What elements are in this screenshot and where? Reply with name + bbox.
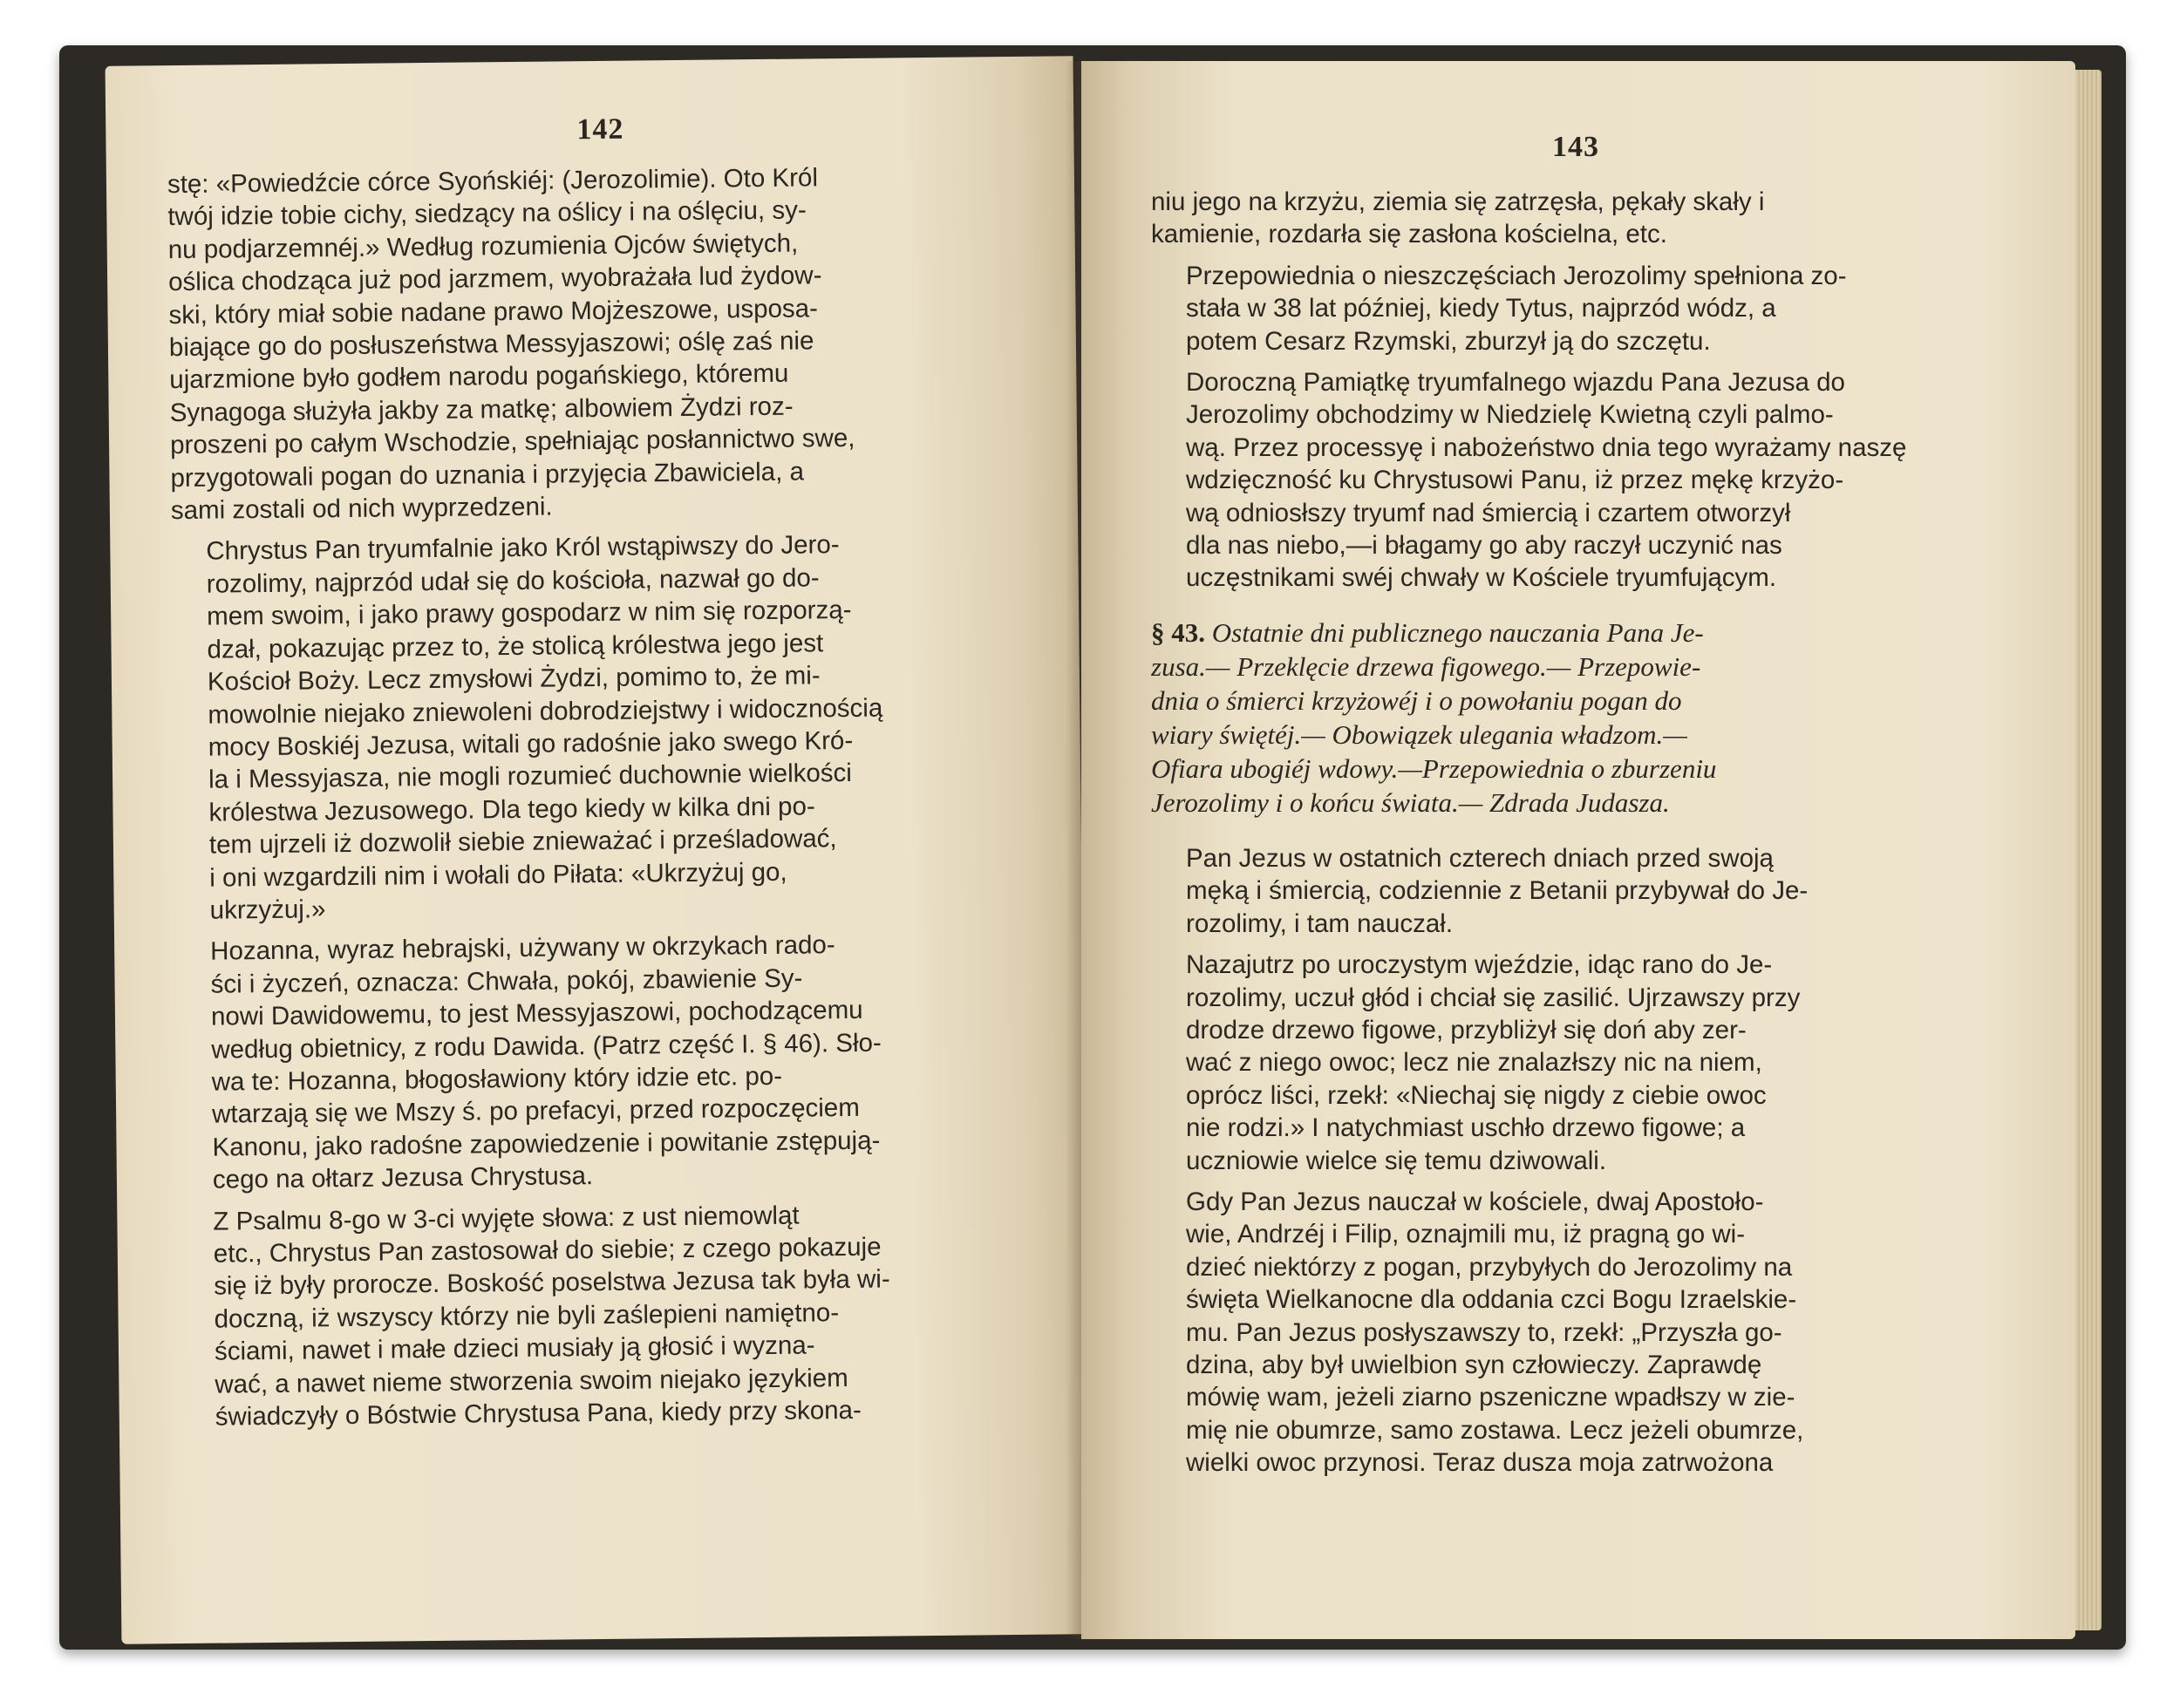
- section-heading-line: Jerozolimy i o końcu świata.— Zdrada Judasza.: [1151, 786, 1670, 818]
- text-line: stała w 38 lat później, kiedy Tytus, najprzód wódz, a: [1186, 294, 1776, 323]
- text-line: Chrystus Pan tryumfalnie jako Król wstąpiwszy do Jero-: [206, 530, 840, 567]
- paragraph: [175, 927, 1015, 1196]
- text-line: mowolnie niejako zniewoleni dobrodziejstwy i widocznością: [208, 693, 883, 730]
- text-line: kamienie, rozdarła się zasłona kościelna, etc.: [1151, 220, 1667, 249]
- text-line: wdzięczność ku Chrystusowi Panu, iż przez mękę krzyżo-: [1186, 466, 1844, 495]
- text-line: święta Wielkanocne dla oddania czci Bogu Izraelskie-: [1186, 1285, 1797, 1315]
- text-line: i oni wzgardzili nim i wołali do Piłata: «Ukrzyżuj go,: [209, 857, 787, 893]
- text-line: tem ujrzeli iż dozwolił siebie znieważać i prześladować,: [208, 824, 837, 860]
- text-line: dzina, aby był uwielbion syn człowieczy. Zaprawdę: [1186, 1350, 1762, 1379]
- text-line: cego na ołtarz Jezusa Chrystusa.: [212, 1161, 594, 1194]
- section-heading-text: Ostatnie dni publicznego nauczania Pana Je-: [1211, 616, 1704, 648]
- section-heading: [1151, 616, 1988, 820]
- text-line: Hozanna, wyraz hebrajski, używany w okrzykach rado-: [210, 930, 835, 966]
- text-line: mię nie obumrze, samo zostawa. Lecz jeżeli obumrze,: [1186, 1415, 1804, 1445]
- text-line: mówię wam, jeżeli ziarno pszeniczne wpadłszy w zie-: [1186, 1383, 1795, 1412]
- left-page: [106, 56, 1090, 1644]
- text-line: Kościoł Boży. Lecz zmysłowi Żydzi, pomimo to, że mi-: [207, 661, 821, 697]
- page-edges: [2075, 70, 2102, 1630]
- text-line: według obietnicy, z rodu Dawida. (Patrz część I. § 46). Sło-: [211, 1028, 882, 1065]
- text-line: niu jego na krzyżu, ziemia się zatrzęsła, pękały skały i: [1151, 187, 1765, 216]
- text-line: ujarzmione było godłem narodu pogańskiego, któremu: [169, 359, 789, 395]
- text-line: wa te: Hozanna, błogosławiony który idzie etc. po-: [211, 1061, 783, 1097]
- section-heading-line: zusa.— Przeklęcie drzewa figowego.— Przepowie-: [1151, 650, 1701, 682]
- text-line: wtarzają się we Mszy ś. po prefacyi, przed rozpoczęciem: [211, 1093, 860, 1130]
- paragraph: [1151, 366, 1988, 595]
- text-line: wać, a nawet nieme stworzenia swoim niejako językiem: [215, 1363, 848, 1399]
- text-line: ukrzyżuj.»: [209, 895, 326, 925]
- text-line: uczniowie wielce się temu dziwowali.: [1186, 1146, 1607, 1175]
- text-line: męką i śmiercią, codziennie z Betanii przybywał do Je-: [1186, 876, 1809, 906]
- text-line: sami zostali od nich wyprzedzeni.: [170, 492, 553, 526]
- text-line: wą odniosłszy tryumf nad śmiercią i czartem otworzył: [1186, 498, 1791, 527]
- text-line: la i Messyjasza, nie mogli rozumieć duchownie wielkości: [208, 759, 853, 794]
- text-line: ści i życzeń, oznacza: Chwała, pokój, zbawienie Sy-: [210, 963, 803, 999]
- text-line: oślica chodząca już pod jarzmem, wyobrażała lud żydow-: [167, 261, 822, 297]
- text-line: rozolimy, i tam nauczał.: [1186, 908, 1454, 938]
- paragraph: [171, 527, 1012, 928]
- text-line: ski, który miał sobie nadane prawo Mojżeszowe, usposa-: [168, 293, 819, 330]
- text-line: wą. Przez processyę i nabożeństwo dnia tego wyrażamy naszę: [1186, 432, 1907, 462]
- text-line: drodze drzewo figowe, przybliżył się doń aby zer-: [1186, 1015, 1747, 1045]
- text-line: Z Psalmu 8-go w 3-ci wyjęte słowa: z ust niemowląt: [213, 1201, 800, 1236]
- paragraph: [178, 1197, 1018, 1434]
- text-line: doczną, iż wszyscy którzy nie byli zaślepieni namiętno-: [214, 1297, 840, 1334]
- paragraph: [1151, 1186, 1988, 1480]
- text-line: Pan Jezus w ostatnich czterech dniach przed swoją: [1186, 843, 1774, 873]
- page-number: 142: [576, 112, 624, 146]
- text-line: mem swoim, i jako prawy gospodarz w nim się rozporzą-: [207, 595, 852, 631]
- section-heading-line: Ofiara ubogiéj wdowy.—Przepowiednia o zburzeniu: [1151, 752, 1717, 784]
- text-line: królestwa Jezusowego. Dla tego kiedy w kilka dni po-: [208, 792, 815, 827]
- text-line: uczęstnikami swéj chwały w Kościele tryumfującym.: [1186, 563, 1777, 593]
- text-line: przygotowali pogan do uznania i przyjęcia Zbawiciela, a: [170, 457, 805, 493]
- text-line: dzał, pokazując przez to, że stolicą królestwa jego jest: [207, 628, 824, 664]
- text-line: nie rodzi.» I natychmiast uschło drzewo figowe; a: [1186, 1113, 1746, 1143]
- paragraph: [167, 160, 1008, 527]
- paragraph: [1151, 186, 1988, 251]
- text-line: mu. Pan Jezus posłyszawszy to, rzekł: „Przyszła go-: [1186, 1317, 1782, 1347]
- text-line: Jerozolimy obchodzimy w Niedzielę Kwietną czyli palmo-: [1186, 400, 1834, 430]
- text-line: wać z niego owoc; lecz nie znalazłszy nic na niem,: [1186, 1048, 1762, 1078]
- section-heading-line: [1151, 616, 1988, 650]
- text-line: potem Cesarz Rzymski, zburzył ją do szczętu.: [1186, 326, 1711, 356]
- text-line: Kanonu, jako radośne zapowiedzenie i powitanie zstępują-: [212, 1126, 881, 1162]
- text-line: się iż były prorocze. Boskość poselstwa Jezusa tak była wi-: [214, 1264, 890, 1302]
- text-line: dzieć niektórzy z pogan, przybyłych do Jerozolimy na: [1186, 1252, 1793, 1282]
- text-line: Synagoga służyła jakby za matkę; albowiem Żydzi roz-: [169, 391, 794, 427]
- text-line: ściami, nawet i małe dzieci musiały ją głosić i wyzna-: [214, 1330, 815, 1366]
- left-page-text: [167, 160, 1018, 1442]
- section-mark: § 43.: [1151, 616, 1205, 648]
- text-line: Przepowiednia o nieszczęściach Jerozolimy spełniona zo-: [1186, 261, 1847, 290]
- text-line: Nazajutrz po uroczystym wjeździe, idąc rano do Je-: [1186, 950, 1773, 980]
- text-line: proszeni po całym Wschodzie, spełniając posłannictwo swe,: [169, 424, 855, 460]
- right-page-text: [1151, 186, 1988, 1488]
- text-line: rozolimy, uczuł głód i chciał się zasilić. Ujrzawszy przy: [1186, 983, 1801, 1012]
- text-line: wie, Andrzéj i Filip, oznajmili mu, iż pragną go wi-: [1186, 1220, 1746, 1249]
- paragraph: [1151, 949, 1988, 1177]
- text-line: oprócz liści, rzekł: «Niechaj się nigdy z ciebie owoc: [1186, 1080, 1767, 1110]
- text-line: biające go do posłuszeństwa Messyjaszowi; oślę zaś nie: [168, 326, 814, 363]
- section-heading-line: wiary świętéj.— Obowiązek ulegania władzom.—: [1151, 718, 1687, 750]
- text-line: etc., Chrystus Pan zastosował do siebie; z czego pokazuje: [213, 1232, 882, 1269]
- section-heading-line: dnia o śmierci krzyżowéj i o powołaniu pogan do: [1151, 684, 1682, 716]
- text-line: dla nas niebo,—i błagamy go aby raczył uczynić nas: [1186, 531, 1782, 561]
- text-line: mocy Boskiéj Jezusa, witali go radośnie jako swego Kró-: [208, 725, 854, 762]
- paragraph: [1151, 260, 1988, 357]
- text-line: stę: «Powiedźcie córce Syońskiéj: (Jerozolimie). Oto Król: [167, 163, 819, 200]
- text-line: nu podjarzemnéj.» Według rozumienia Ojców świętych,: [167, 228, 799, 264]
- paragraph: [1151, 842, 1988, 940]
- text-line: świadczyły o Bóstwie Chrystusa Pana, kiedy przy skona-: [215, 1395, 862, 1432]
- text-line: wielki owoc przynosi. Teraz dusza moja zatrwożona: [1186, 1448, 1774, 1478]
- text-line: Doroczną Pamiątkę tryumfalnego wjazdu Pana Jezusa do: [1186, 368, 1845, 398]
- page-number: 143: [1552, 131, 1599, 163]
- text-line: Gdy Pan Jezus nauczał w kościele, dwaj Apostoło-: [1186, 1187, 1764, 1216]
- text-line: twój idzie tobie cichy, siedzący na oślicy i na oślęciu, sy-: [167, 195, 807, 232]
- text-line: rozolimy, najprzód udał się do kościoła, nazwał go do-: [206, 563, 820, 599]
- right-page: [1081, 61, 2075, 1639]
- text-line: nowi Dawidowemu, to jest Messyjaszowi, pochodzącemu: [210, 995, 863, 1031]
